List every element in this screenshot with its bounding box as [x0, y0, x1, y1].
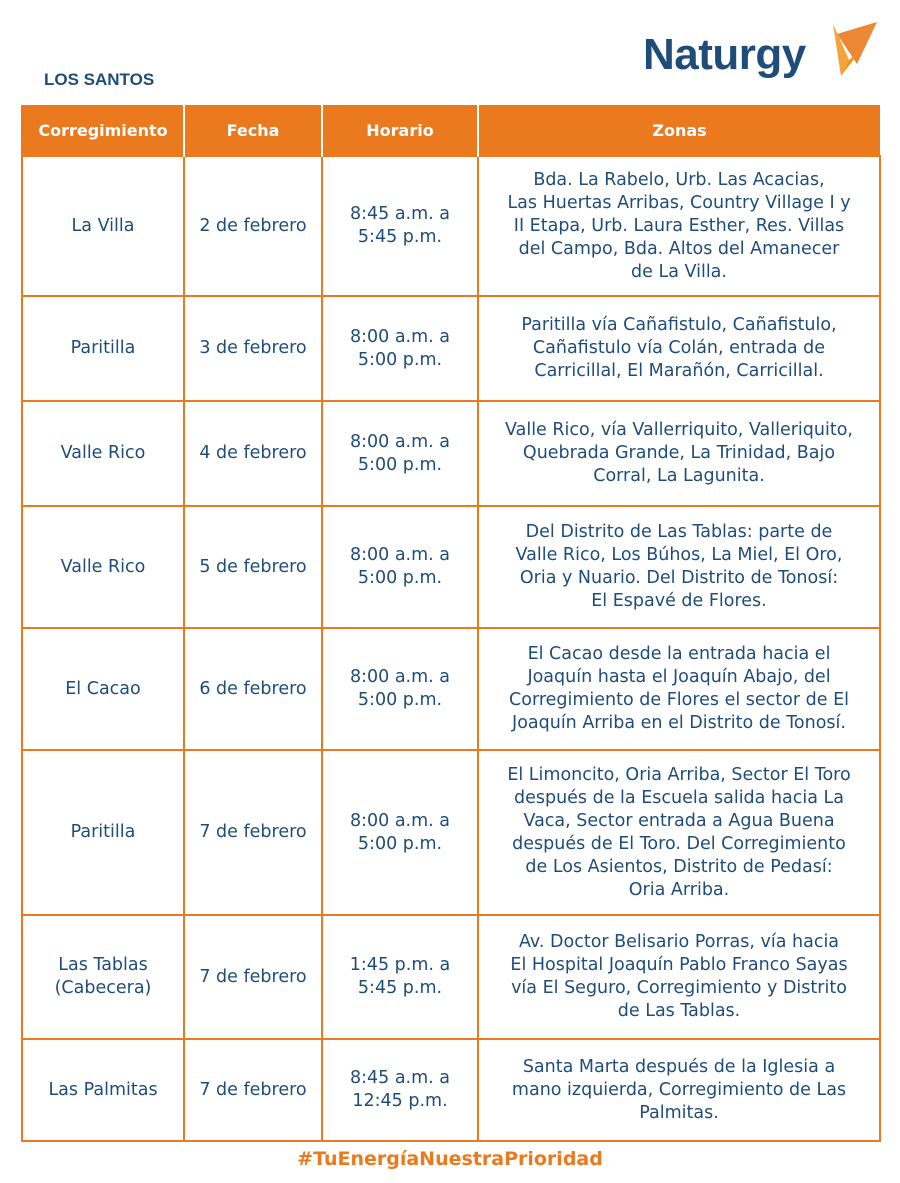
- horario-line: 5:00 p.m.: [357, 454, 443, 475]
- fecha-text: 7 de febrero: [199, 822, 307, 842]
- butterfly-logo-icon: [827, 20, 883, 80]
- corregimiento-text: Las Tablas (Cabecera): [54, 955, 152, 998]
- corregimiento-text: Paritilla: [70, 822, 136, 842]
- fecha-text: 7 de febrero: [199, 966, 307, 987]
- horario-line: 5:45 p.m.: [357, 978, 443, 998]
- cell-corregimiento: [22, 750, 184, 915]
- cell-fecha: [184, 156, 322, 296]
- cell-corregimiento: [22, 628, 184, 750]
- zonas-line: El Espavé de Flores.: [591, 591, 767, 611]
- zonas-line: Corregimiento de Flores el sector de El: [509, 690, 849, 710]
- cell-horario: [322, 750, 478, 915]
- cell-fecha: [184, 401, 322, 506]
- zonas-line: II Etapa, Urb. Laura Esther, Res. Villas: [513, 215, 845, 236]
- horario-line: 5:00 p.m.: [357, 349, 443, 370]
- zonas-line: del Campo, Bda. Altos del Amanecer: [518, 238, 840, 259]
- outage-schedule-table: [21, 105, 881, 1142]
- cell-fecha: [184, 750, 322, 915]
- zonas-line: Valle Rico, Los Búhos, La Miel, El Oro,: [515, 545, 843, 565]
- cell-zonas: [478, 628, 880, 750]
- horario-line: 5:00 p.m.: [357, 568, 443, 588]
- cell-zonas: [478, 296, 880, 401]
- brand-name: Naturgy: [643, 30, 806, 79]
- zonas-line: Oria Arriba.: [628, 879, 730, 900]
- cell-horario: [322, 296, 478, 401]
- horario-line: 5:00 p.m.: [357, 833, 443, 854]
- horario-line: 8:00 a.m. a: [349, 667, 451, 687]
- hashtag: #TuEnergíaNuestraPrioridad: [297, 1148, 603, 1170]
- zonas-line: Del Distrito de Las Tablas: parte de: [525, 522, 833, 542]
- header-zonas: Zonas: [478, 105, 880, 156]
- cell-horario: [322, 156, 478, 296]
- cell-horario: [322, 915, 478, 1039]
- zonas-line: Bda. La Rabelo, Urb. Las Acacias,: [533, 169, 825, 190]
- cell-corregimiento: [22, 915, 184, 1039]
- corregimiento-text: La Villa: [71, 215, 135, 236]
- table-row: [22, 750, 880, 915]
- zonas-line: de Las Tablas.: [617, 1001, 741, 1021]
- zonas-line: Valle Rico, vía Vallerriquito, Valleriquito,: [505, 420, 853, 440]
- region-title: LOS SANTOS: [44, 70, 155, 89]
- header-horario: Horario: [322, 105, 478, 156]
- cell-corregimiento: [22, 156, 184, 296]
- fecha-text: 3 de febrero: [199, 338, 307, 358]
- zonas-line: mano izquierda, Corregimiento de Las: [511, 1079, 847, 1100]
- table-row: [22, 156, 880, 296]
- fecha-text: 5 de febrero: [199, 556, 307, 577]
- horario-line: 1:45 p.m. a: [349, 955, 451, 975]
- zonas-line: Palmitas.: [639, 1102, 719, 1123]
- cell-zonas: [478, 401, 880, 506]
- cell-horario: [322, 506, 478, 628]
- corregimiento-text: Valle Rico: [60, 556, 146, 577]
- horario-line: 8:00 a.m. a: [349, 431, 451, 452]
- cell-zonas: [478, 156, 880, 296]
- zonas-line: El Hospital Joaquín Pablo Franco Sayas: [510, 955, 848, 975]
- zonas-line: después de El Toro. Del Corregimiento: [512, 833, 846, 854]
- table-row: [22, 915, 880, 1039]
- zonas-line: Av. Doctor Belisario Porras, vía hacia: [518, 932, 840, 952]
- zonas-line: Corral, La Lagunita.: [593, 466, 765, 486]
- zonas-line: Paritilla vía Cañafistulo, Cañafistulo,: [521, 315, 837, 335]
- cell-corregimiento: [22, 296, 184, 401]
- cell-zonas: [478, 506, 880, 628]
- zonas-line: vía El Seguro, Corregimiento y Distrito: [511, 978, 847, 998]
- table-row: [22, 1039, 880, 1141]
- table-row: [22, 401, 880, 506]
- zonas-line: después de la Escuela salida hacia La: [513, 787, 845, 808]
- table-header-row: [22, 105, 880, 156]
- cell-fecha: [184, 628, 322, 750]
- zonas-line: Quebrada Grande, La Trinidad, Bajo: [522, 443, 836, 463]
- zonas-line: Oria y Nuario. Del Distrito de Tonosí:: [519, 568, 839, 588]
- fecha-text: 2 de febrero: [199, 215, 307, 236]
- cell-horario: [322, 401, 478, 506]
- fecha-text: 6 de febrero: [199, 678, 307, 699]
- cell-horario: [322, 628, 478, 750]
- zonas-line: de La Villa.: [631, 261, 727, 282]
- corregimiento-text: Paritilla: [70, 338, 136, 358]
- fecha-text: 7 de febrero: [199, 1079, 307, 1100]
- zonas-line: Santa Marta después de la Iglesia a: [522, 1056, 836, 1077]
- horario-line: 5:45 p.m.: [357, 227, 443, 247]
- corregimiento-text: Valle Rico: [60, 443, 146, 463]
- naturgy-logo: [643, 20, 883, 90]
- horario-line: 8:00 a.m. a: [349, 326, 451, 347]
- cell-horario: [322, 1039, 478, 1141]
- zonas-line: Carricillal, El Marañón, Carricillal.: [534, 361, 824, 381]
- cell-corregimiento: [22, 1039, 184, 1141]
- cell-zonas: [478, 1039, 880, 1141]
- zonas-line: Las Huertas Arribas, Country Village I y: [507, 192, 851, 213]
- zonas-line: El Cacao desde la entrada hacia el: [527, 644, 831, 664]
- table-row: [22, 296, 880, 401]
- horario-line: 5:00 p.m.: [357, 690, 443, 710]
- fecha-text: 4 de febrero: [199, 443, 307, 463]
- horario-line: 8:00 a.m. a: [349, 810, 451, 831]
- corregimiento-text: Las Palmitas: [48, 1079, 158, 1100]
- horario-line: 8:45 a.m. a: [349, 1068, 451, 1088]
- horario-line: 12:45 p.m.: [352, 1091, 448, 1111]
- cell-corregimiento: [22, 401, 184, 506]
- horario-line: 8:00 a.m. a: [349, 545, 451, 565]
- table-row: [22, 506, 880, 628]
- zonas-line: de Los Asientos, Distrito de Pedasí:: [525, 856, 833, 877]
- zonas-line: El Limoncito, Oria Arriba, Sector El Toro: [507, 764, 851, 785]
- zonas-line: Joaquín hasta el Joaquín Abajo, del: [527, 667, 831, 687]
- cell-fecha: [184, 915, 322, 1039]
- header-fecha: Fecha: [184, 105, 322, 156]
- corregimiento-text: El Cacao: [65, 678, 141, 699]
- zonas-line: Joaquín Arriba en el Distrito de Tonosí.: [512, 713, 846, 733]
- cell-fecha: [184, 506, 322, 628]
- header-corregimiento: Corregimiento: [22, 105, 184, 156]
- horario-line: 8:45 a.m. a: [349, 204, 451, 224]
- zonas-line: Vaca, Sector entrada a Agua Buena: [523, 810, 835, 831]
- cell-corregimiento: [22, 506, 184, 628]
- zonas-line: Cañafistulo vía Colán, entrada de: [532, 338, 826, 358]
- cell-fecha: [184, 1039, 322, 1141]
- cell-fecha: [184, 296, 322, 401]
- table-row: [22, 628, 880, 750]
- cell-zonas: [478, 750, 880, 915]
- cell-zonas: [478, 915, 880, 1039]
